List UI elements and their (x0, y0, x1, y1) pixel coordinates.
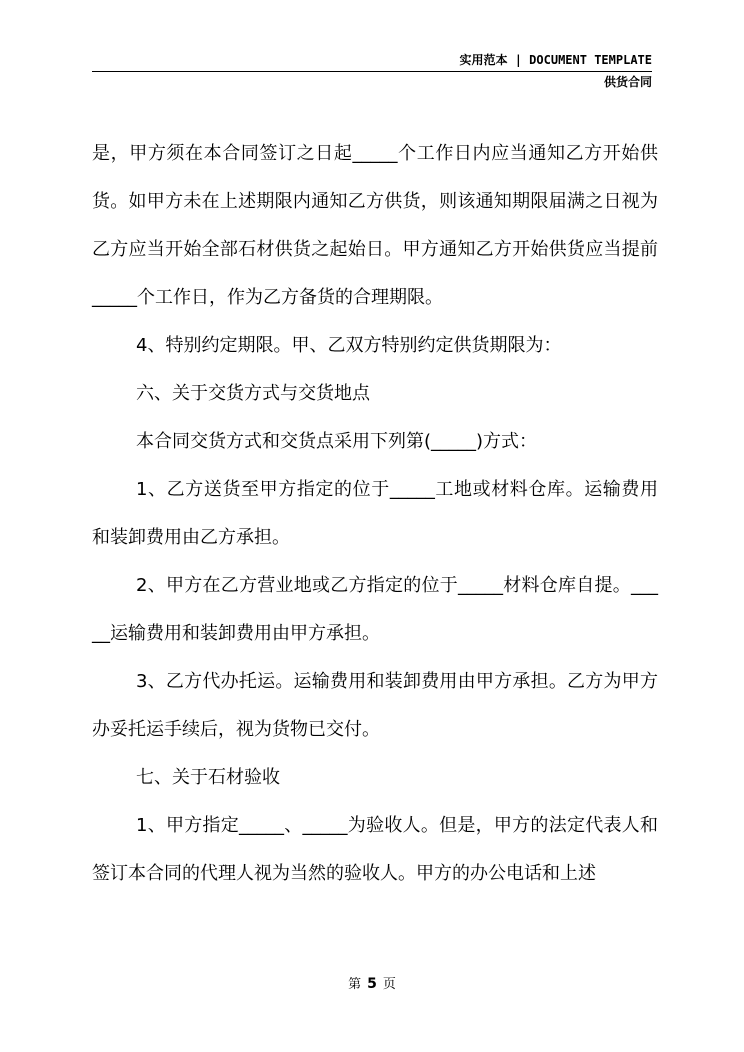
header-subtitle: 供货合同 (603, 75, 652, 89)
paragraph: 3、乙方代办托运。运输费用和装卸费用由甲方承担。乙方为甲方办妥托运手续后，视为货物已交付。 (92, 671, 658, 740)
document-body (92, 130, 658, 898)
header-divider (92, 71, 652, 72)
paragraph: 1、甲方指定_____、_____为验收人。但是，甲方的法定代表人和签订本合同的代理人视为当然的验收人。甲方的办公电话和上述 (92, 815, 658, 884)
page-prefix: 第 (348, 977, 362, 992)
paragraph: 1、乙方送货至甲方指定的位于_____工地或材料仓库。运输费用和装卸费用由乙方承担。 (92, 479, 658, 548)
paragraph: 本合同交货方式和交货点采用下列第(_____)方式： (136, 431, 538, 452)
paragraph: 2、甲方在乙方营业地或乙方指定的位于_____材料仓库自提。_____运输费用和装卸费用由甲方承担。 (92, 575, 658, 644)
header-title (460, 52, 653, 68)
page-suffix: 页 (382, 977, 396, 992)
section-heading: 七、关于石材验收 (136, 767, 280, 788)
header-top-text: 实用范本 | DOCUMENT TEMPLATE (459, 53, 652, 67)
paragraph: 4、特别约定期限。甲、乙双方特别约定供货期限为： (136, 335, 562, 356)
page-number: 5 (367, 976, 377, 992)
page-footer (0, 975, 744, 994)
section-heading: 六、关于交货方式与交货地点 (136, 383, 370, 404)
paragraph: 是，甲方须在本合同签订之日起_____个工作日内应当通知乙方开始供货。如甲方未在上述期限内通知乙方供货，则该通知期限届满之日视为乙方应当开始全部石材供货之起始日。甲方通知乙方开始供货应当提前_____个工作日，作为乙方备货的合理期限。 (92, 143, 658, 308)
